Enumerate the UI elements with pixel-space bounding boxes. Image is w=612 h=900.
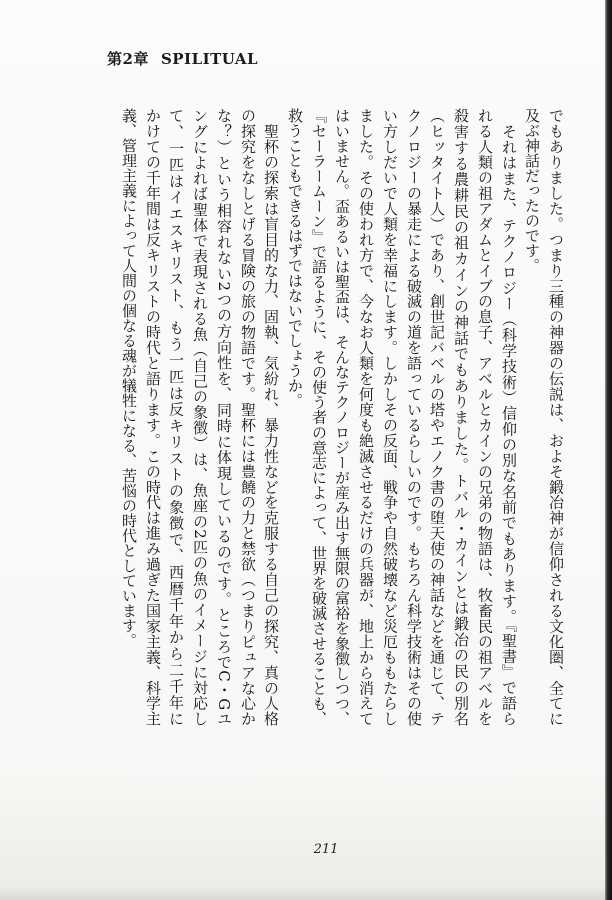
scan-edge-right: [605, 0, 612, 900]
text-column-12: 救うこともできるはずではないでしょうか。: [286, 108, 304, 408]
text-column-11: 『セーラームーン』で語るように、その使う者の意志によって、世界を破滅させることも、: [310, 108, 328, 726]
text-column-10: はいません。盃あるいは聖盃は、そんなテクノロジーが産み出す無限の富裕を象徴しつつ、: [333, 108, 351, 726]
text-column-18: かけての千年間は反キリストの時代と語ります。この時代は進み過ぎた国家主義、科学主: [144, 108, 162, 727]
page-number: 211: [313, 842, 339, 857]
text-column-13: 聖杯の探索は盲目的な力、固執、気紛れ、暴力性などを克服する自己の探究、真の人格: [262, 108, 280, 726]
chapter-number: 第2章: [107, 50, 149, 68]
text-column-5: 殺害する農耕民の祖カインの神話でもありました。トバル・カインとは鍛冶の民の別名: [452, 108, 470, 726]
text-column-1: でもありました。つまり三種の神器の伝説は、およそ鍛冶神が信仰される文化圏、全てに: [547, 108, 565, 726]
text-column-14: の探究をなしとげる冒険の旅の物語です。聖杯には豊饒の力と禁欲（つまりピュアな心か: [239, 108, 257, 726]
text-column-15: な？）という相容れない2つの方向性を、同時に体現しているのです。ところでC・Gユ: [215, 108, 233, 726]
scan-edge-bottom: [0, 886, 612, 900]
text-column-4: れる人類の祖アダムとイブの息子、アベルとカインの兄弟の物語は、牧畜民の祖アベルを: [476, 108, 494, 726]
text-column-17: て、一匹はイエスキリスト、もう一匹は反キリストの象徴で、西暦千年から二千年に: [167, 108, 185, 726]
running-header: [107, 48, 258, 69]
text-column-3: それはまた、テクノロジー（科学技術）信仰の別な名前でもあります。『聖書』で語ら: [500, 108, 518, 726]
text-column-9: ました。その使われ方で、今なお人類を何度も絶滅させるだけの兵器が、地上から消えて: [357, 108, 375, 727]
text-column-2: 及ぶ神話だったのです。: [523, 108, 541, 273]
chapter-title: SPILITUAL: [160, 50, 259, 68]
text-column-6: （ヒッタイト人）であり、創世記バベルの塔やエノク書の堕天使の神話などを通じて、テ: [428, 108, 446, 727]
text-column-7: クノロジーの暴走による破滅の道を語っているらしいのです。もちろん科学技術はその使: [405, 108, 423, 726]
text-column-19: 義、管理主義によって人間の個なる魂が犠牲になる、苦悩の時代としています。: [120, 108, 138, 648]
text-column-8: い方しだいで人類を幸福にします。しかしその反面、戦争や自然破壊など災厄ももたらし: [381, 108, 399, 727]
text-column-16: ングによれば聖体で表現される魚（自己の象徴）は、魚座の2匹の魚のイメージに対応し: [191, 108, 209, 726]
